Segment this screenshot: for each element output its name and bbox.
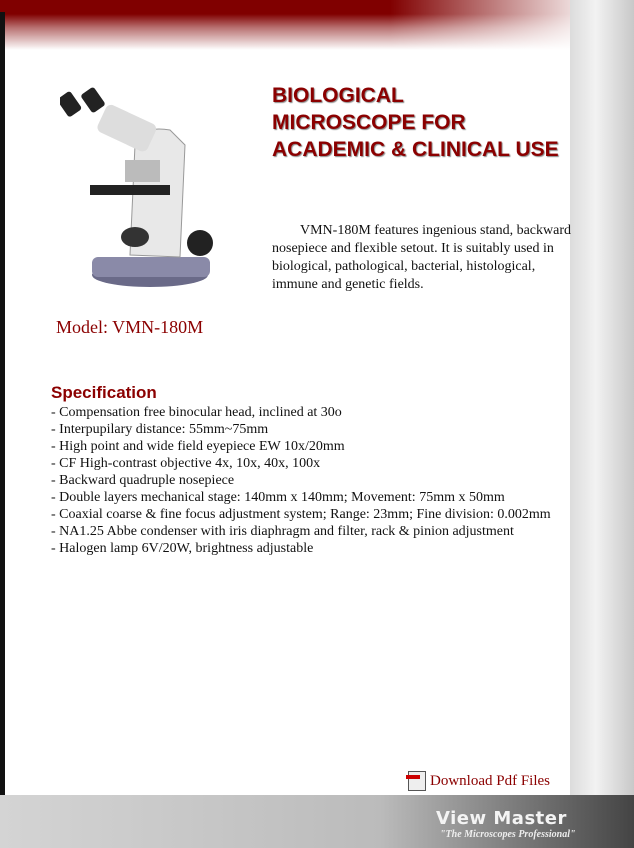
spec-item: - Halogen lamp 6V/20W, brightness adjustable bbox=[51, 541, 314, 556]
brand-tagline: "The Microscopes Professional" bbox=[440, 829, 576, 840]
pdf-file-icon bbox=[408, 771, 426, 791]
title-line: ACADEMIC & CLINICAL USE bbox=[272, 138, 559, 161]
spec-item: - High point and wide field eyepiece EW 10x/20mm bbox=[51, 439, 345, 454]
download-label: Download Pdf Files bbox=[430, 772, 550, 789]
model-label: Model: VMN-180M bbox=[56, 317, 204, 337]
spec-item: - Coaxial coarse & fine focus adjustment system; Range: 23mm; Fine division: 0.002mm bbox=[51, 507, 551, 522]
title-line: MICROSCOPE FOR bbox=[272, 111, 466, 134]
page-title bbox=[272, 82, 559, 163]
product-description: VMN-180M features ingenious stand, backward nosepiece and flexible setout. It is suitably used in biological, pathological, bacterial, histological, immune and genetic fields. bbox=[272, 223, 571, 292]
download-pdf-link[interactable] bbox=[408, 771, 550, 791]
right-panel bbox=[570, 0, 634, 795]
title-line: BIOLOGICAL bbox=[272, 84, 404, 107]
microscope-image bbox=[60, 85, 230, 295]
left-border bbox=[0, 12, 5, 795]
spec-item: - Double layers mechanical stage: 140mm x 140mm; Movement: 75mm x 50mm bbox=[51, 490, 505, 505]
spec-item: - Backward quadruple nosepiece bbox=[51, 473, 235, 488]
spec-item: - Compensation free binocular head, inclined at 30o bbox=[51, 405, 342, 420]
header-band bbox=[0, 0, 570, 50]
spec-item: - Interpupilary distance: 55mm~75mm bbox=[51, 422, 269, 437]
specification-heading: Specification bbox=[51, 383, 157, 402]
brand-logo: View Master bbox=[436, 808, 567, 829]
spec-item: - NA1.25 Abbe condenser with iris diaphragm and filter, rack & pinion adjustment bbox=[51, 524, 514, 539]
spec-list bbox=[51, 404, 551, 557]
spec-item: - CF High-contrast objective 4x, 10x, 40x, 100x bbox=[51, 456, 321, 471]
